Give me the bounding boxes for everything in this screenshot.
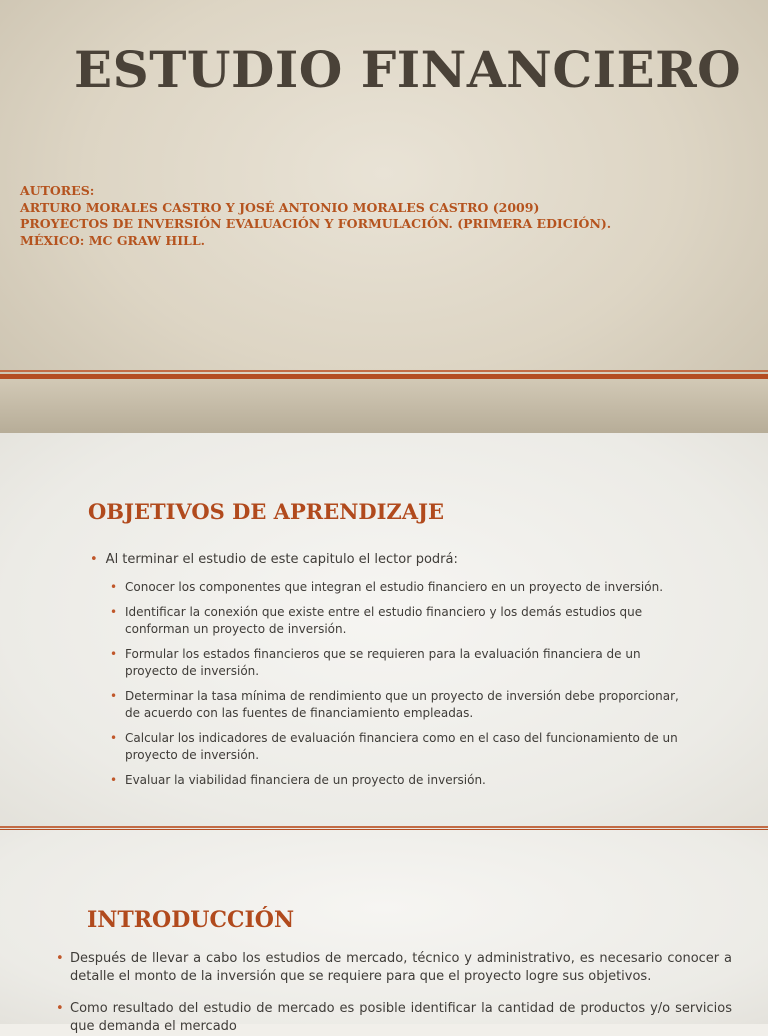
title-slide-rule-top [0,370,768,372]
authors-line-1: ARTURO MORALES CASTRO Y JOSÉ ANTONIO MORALES CASTRO (2009) [20,199,540,215]
intro-paragraph [56,1000,732,1036]
list-item [110,772,680,789]
bullet-icon: • [110,580,118,594]
list-item [110,730,680,764]
objectives-slide [0,433,768,830]
intro-heading: INTRODUCCIÓN [87,907,295,933]
objectives-slide-rule-top [0,826,768,828]
objectives-heading: OBJETIVOS DE APRENDIZAJE [88,499,444,524]
list-item-text: Identificar la conexión que existe entre el estudio financiero y los demás estudios que conforman un proyecto de inversión. [125,605,643,636]
bullet-icon: • [110,689,118,703]
bullet-icon: • [56,951,64,966]
title-slide-rule-bottom [0,374,768,379]
intro-slide [0,830,768,1034]
authors-label: AUTORES: [20,183,95,198]
bullet-icon: • [110,773,118,787]
objectives-lead-text: Al terminar el estudio de este capitulo el lector podrá: [105,552,458,567]
authors-line-2: PROYECTOS DE INVERSIÓN EVALUACIÓN Y FORMULACIÓN. (PRIMERA EDICIÓN). [20,216,612,231]
list-item-text: Determinar la tasa mínima de rendimiento que un proyecto de inversión debe proporcionar, de acuerdo con las fuentes de financiamiento empleadas. [125,689,679,720]
authors-block [20,183,611,249]
objectives-lead [90,552,730,567]
slide-title: ESTUDIO FINANCIERO [74,40,742,99]
list-item-text: Calcular los indicadores de evaluación financiera como en el caso del funcionamiento de un proyecto de inversión. [125,731,678,762]
bullet-icon: • [90,552,98,567]
intro-paragraph [56,950,732,986]
bullet-icon: • [56,1001,64,1016]
list-item [110,646,680,680]
title-slide-footer-band [0,379,768,433]
bullet-icon: • [110,647,118,661]
bullet-icon: • [110,731,118,745]
title-slide [0,0,768,433]
list-item [110,604,680,638]
list-item-text: Formular los estados financieros que se requieren para la evaluación financiera de un proyecto de inversión. [125,647,641,678]
list-item [110,688,680,722]
intro-paragraph-text: Como resultado del estudio de mercado es posible identificar la cantidad de productos y/o servicios que demanda el mercado [70,1001,732,1034]
objectives-list [110,579,680,797]
intro-paragraph-text: Después de llevar a cabo los estudios de mercado, técnico y administrativo, es necesario conocer a detalle el monto de la inversión que se requiere para que el proyecto logre sus objetivos. [70,951,732,984]
list-item-text: Conocer los componentes que integran el estudio financiero en un proyecto de inversión. [125,580,664,594]
bullet-icon: • [110,605,118,619]
authors-line-3: MÉXICO: MC GRAW HILL. [20,232,205,248]
list-item-text: Evaluar la viabilidad financiera de un proyecto de inversión. [125,773,486,787]
list-item [110,579,680,596]
